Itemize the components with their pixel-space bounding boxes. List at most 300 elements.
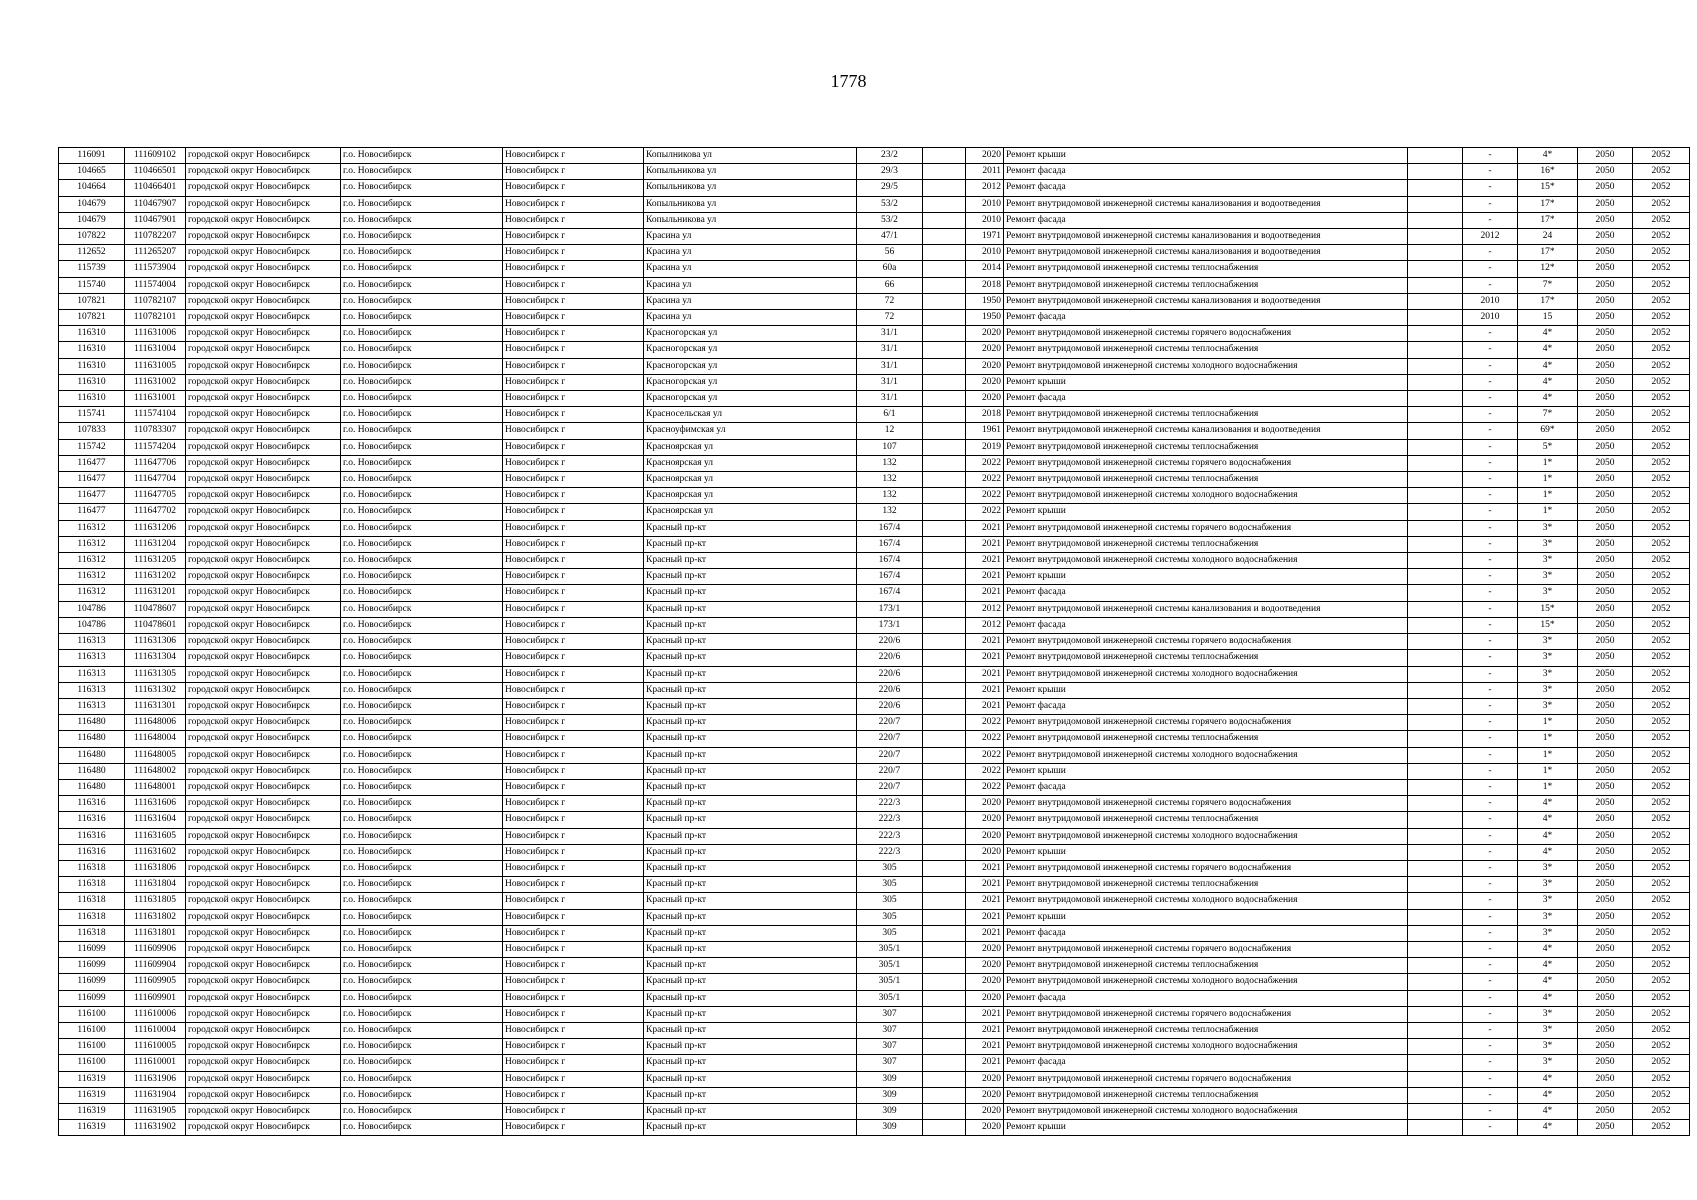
cell-empty-col xyxy=(923,617,966,633)
cell-house-id: 107833 xyxy=(59,423,125,439)
cell-plan-end: 2052 xyxy=(1633,877,1690,893)
cell-municipal-district: городской округ Новосибирск xyxy=(186,828,341,844)
cell-municipality: г.о. Новосибирск xyxy=(341,1055,503,1071)
cell-municipal-district: городской округ Новосибирск xyxy=(186,1071,341,1087)
cell-work-type: Ремонт крыши xyxy=(1004,569,1408,585)
cell-last-repair-year: - xyxy=(1463,666,1518,682)
cell-house-number: 307 xyxy=(857,1022,923,1038)
table-row xyxy=(59,844,1690,860)
cell-settlement: Новосибирск г xyxy=(503,634,644,650)
cell-work-id: 111631904 xyxy=(125,1087,186,1103)
cell-municipal-district: городской округ Новосибирск xyxy=(186,698,341,714)
cell-house-number: 220/6 xyxy=(857,634,923,650)
cell-municipal-district: городской округ Новосибирск xyxy=(186,212,341,228)
cell-street: Красноуфимская ул xyxy=(644,423,857,439)
cell-house-number: 220/7 xyxy=(857,763,923,779)
cell-work-type: Ремонт внутридомовой инженерной системы теплоснабжения xyxy=(1004,1022,1408,1038)
cell-street: Красный пр-кт xyxy=(644,941,857,957)
cell-work-type: Ремонт внутридомовой инженерной системы горячего водоснабжения xyxy=(1004,715,1408,731)
table-row xyxy=(59,229,1690,245)
cell-years-since: 3* xyxy=(1518,666,1578,682)
cell-work-id: 110782207 xyxy=(125,229,186,245)
cell-last-repair-year: - xyxy=(1463,958,1518,974)
cell-work-id: 110467901 xyxy=(125,212,186,228)
cell-empty-col2 xyxy=(1408,812,1463,828)
cell-street: Красина ул xyxy=(644,293,857,309)
cell-empty-col xyxy=(923,1120,966,1136)
cell-municipality: г.о. Новосибирск xyxy=(341,779,503,795)
table-row xyxy=(59,682,1690,698)
cell-empty-col xyxy=(923,715,966,731)
cell-house-number: 6/1 xyxy=(857,407,923,423)
cell-empty-col xyxy=(923,941,966,957)
cell-last-repair-year: - xyxy=(1463,569,1518,585)
cell-year-built: 2021 xyxy=(966,877,1004,893)
cell-street: Копылникова ул xyxy=(644,148,857,164)
table-row xyxy=(59,1120,1690,1136)
cell-empty-col2 xyxy=(1408,1006,1463,1022)
cell-work-id: 111631606 xyxy=(125,796,186,812)
cell-work-type: Ремонт внутридомовой инженерной системы горячего водоснабжения xyxy=(1004,941,1408,957)
cell-street: Красный пр-кт xyxy=(644,601,857,617)
cell-street: Красина ул xyxy=(644,229,857,245)
cell-work-type: Ремонт крыши xyxy=(1004,504,1408,520)
cell-municipality: г.о. Новосибирск xyxy=(341,974,503,990)
cell-year-built: 2020 xyxy=(966,958,1004,974)
cell-work-type: Ремонт крыши xyxy=(1004,909,1408,925)
cell-work-id: 111609905 xyxy=(125,974,186,990)
cell-last-repair-year: - xyxy=(1463,277,1518,293)
cell-house-number: 305/1 xyxy=(857,974,923,990)
cell-empty-col xyxy=(923,553,966,569)
cell-plan-end: 2052 xyxy=(1633,747,1690,763)
cell-plan-start: 2050 xyxy=(1578,520,1633,536)
cell-municipality: г.о. Новосибирск xyxy=(341,148,503,164)
cell-years-since: 4* xyxy=(1518,958,1578,974)
cell-house-number: 305 xyxy=(857,909,923,925)
cell-street: Красный пр-кт xyxy=(644,1039,857,1055)
cell-municipality: г.о. Новосибирск xyxy=(341,925,503,941)
cell-street: Красный пр-кт xyxy=(644,1087,857,1103)
cell-last-repair-year: - xyxy=(1463,763,1518,779)
cell-municipal-district: городской округ Новосибирск xyxy=(186,407,341,423)
cell-years-since: 4* xyxy=(1518,358,1578,374)
cell-empty-col xyxy=(923,439,966,455)
cell-house-id: 116316 xyxy=(59,796,125,812)
cell-plan-end: 2052 xyxy=(1633,1071,1690,1087)
table-row xyxy=(59,941,1690,957)
cell-work-type: Ремонт внутридомовой инженерной системы канализования и водоотведения xyxy=(1004,196,1408,212)
cell-municipality: г.о. Новосибирск xyxy=(341,715,503,731)
cell-plan-start: 2050 xyxy=(1578,180,1633,196)
cell-years-since: 3* xyxy=(1518,1006,1578,1022)
cell-house-number: 53/2 xyxy=(857,196,923,212)
cell-years-since: 4* xyxy=(1518,391,1578,407)
table-row xyxy=(59,180,1690,196)
cell-plan-end: 2052 xyxy=(1633,358,1690,374)
cell-empty-col xyxy=(923,909,966,925)
cell-work-type: Ремонт крыши xyxy=(1004,682,1408,698)
cell-settlement: Новосибирск г xyxy=(503,666,644,682)
cell-last-repair-year: - xyxy=(1463,358,1518,374)
cell-plan-end: 2052 xyxy=(1633,439,1690,455)
cell-year-built: 2021 xyxy=(966,634,1004,650)
cell-street: Красный пр-кт xyxy=(644,650,857,666)
cell-plan-end: 2052 xyxy=(1633,974,1690,990)
cell-house-id: 104665 xyxy=(59,164,125,180)
cell-work-type: Ремонт внутридомовой инженерной системы горячего водоснабжения xyxy=(1004,634,1408,650)
cell-empty-col2 xyxy=(1408,520,1463,536)
cell-municipal-district: городской округ Новосибирск xyxy=(186,877,341,893)
cell-house-id: 116477 xyxy=(59,455,125,471)
cell-house-id: 104664 xyxy=(59,180,125,196)
cell-plan-end: 2052 xyxy=(1633,1120,1690,1136)
cell-settlement: Новосибирск г xyxy=(503,148,644,164)
cell-plan-start: 2050 xyxy=(1578,326,1633,342)
cell-empty-col2 xyxy=(1408,407,1463,423)
cell-empty-col2 xyxy=(1408,488,1463,504)
cell-work-id: 111631604 xyxy=(125,812,186,828)
cell-house-id: 116477 xyxy=(59,504,125,520)
cell-plan-end: 2052 xyxy=(1633,391,1690,407)
cell-municipal-district: городской округ Новосибирск xyxy=(186,326,341,342)
cell-house-id: 116312 xyxy=(59,553,125,569)
cell-municipality: г.о. Новосибирск xyxy=(341,666,503,682)
cell-years-since: 15* xyxy=(1518,617,1578,633)
table-row xyxy=(59,164,1690,180)
cell-year-built: 2020 xyxy=(966,358,1004,374)
cell-settlement: Новосибирск г xyxy=(503,1039,644,1055)
cell-year-built: 2020 xyxy=(966,374,1004,390)
cell-plan-start: 2050 xyxy=(1578,731,1633,747)
cell-year-built: 2021 xyxy=(966,925,1004,941)
table-row xyxy=(59,310,1690,326)
cell-municipality: г.о. Новосибирск xyxy=(341,326,503,342)
cell-house-number: 66 xyxy=(857,277,923,293)
cell-work-id: 111631804 xyxy=(125,877,186,893)
cell-street: Красный пр-кт xyxy=(644,990,857,1006)
cell-work-type: Ремонт внутридомовой инженерной системы горячего водоснабжения xyxy=(1004,796,1408,812)
cell-year-built: 2022 xyxy=(966,455,1004,471)
cell-years-since: 4* xyxy=(1518,342,1578,358)
cell-work-type: Ремонт крыши xyxy=(1004,148,1408,164)
table-row xyxy=(59,472,1690,488)
cell-municipality: г.о. Новосибирск xyxy=(341,747,503,763)
cell-empty-col2 xyxy=(1408,925,1463,941)
cell-house-id: 116319 xyxy=(59,1087,125,1103)
cell-house-id: 116100 xyxy=(59,1039,125,1055)
cell-house-number: 132 xyxy=(857,455,923,471)
cell-plan-end: 2052 xyxy=(1633,812,1690,828)
cell-plan-start: 2050 xyxy=(1578,439,1633,455)
cell-plan-start: 2050 xyxy=(1578,407,1633,423)
cell-work-id: 111631001 xyxy=(125,391,186,407)
cell-house-id: 116100 xyxy=(59,1022,125,1038)
cell-settlement: Новосибирск г xyxy=(503,779,644,795)
cell-street: Красный пр-кт xyxy=(644,1055,857,1071)
cell-years-since: 3* xyxy=(1518,650,1578,666)
cell-empty-col2 xyxy=(1408,1055,1463,1071)
cell-plan-end: 2052 xyxy=(1633,715,1690,731)
cell-year-built: 1961 xyxy=(966,423,1004,439)
cell-work-id: 111631004 xyxy=(125,342,186,358)
cell-house-number: 167/4 xyxy=(857,553,923,569)
cell-house-id: 116480 xyxy=(59,747,125,763)
cell-plan-end: 2052 xyxy=(1633,488,1690,504)
cell-last-repair-year: - xyxy=(1463,536,1518,552)
cell-empty-col2 xyxy=(1408,212,1463,228)
table-row xyxy=(59,747,1690,763)
cell-year-built: 2022 xyxy=(966,488,1004,504)
cell-years-since: 16* xyxy=(1518,164,1578,180)
cell-work-type: Ремонт внутридомовой инженерной системы теплоснабжения xyxy=(1004,1087,1408,1103)
cell-municipality: г.о. Новосибирск xyxy=(341,358,503,374)
cell-year-built: 2020 xyxy=(966,990,1004,1006)
cell-year-built: 2021 xyxy=(966,650,1004,666)
cell-street: Красный пр-кт xyxy=(644,731,857,747)
cell-empty-col2 xyxy=(1408,342,1463,358)
cell-last-repair-year: - xyxy=(1463,990,1518,1006)
cell-street: Красина ул xyxy=(644,245,857,261)
table-row xyxy=(59,439,1690,455)
table-row xyxy=(59,666,1690,682)
cell-work-id: 111631805 xyxy=(125,893,186,909)
cell-house-number: 23/2 xyxy=(857,148,923,164)
cell-house-id: 116480 xyxy=(59,779,125,795)
cell-house-id: 107822 xyxy=(59,229,125,245)
cell-empty-col xyxy=(923,358,966,374)
cell-house-number: 309 xyxy=(857,1087,923,1103)
cell-settlement: Новосибирск г xyxy=(503,601,644,617)
cell-municipality: г.о. Новосибирск xyxy=(341,617,503,633)
cell-plan-end: 2052 xyxy=(1633,212,1690,228)
table-row xyxy=(59,585,1690,601)
cell-municipal-district: городской округ Новосибирск xyxy=(186,342,341,358)
cell-municipal-district: городской округ Новосибирск xyxy=(186,893,341,909)
cell-empty-col xyxy=(923,212,966,228)
cell-settlement: Новосибирск г xyxy=(503,504,644,520)
cell-municipal-district: городской округ Новосибирск xyxy=(186,909,341,925)
cell-year-built: 2020 xyxy=(966,812,1004,828)
cell-last-repair-year: - xyxy=(1463,779,1518,795)
cell-last-repair-year: - xyxy=(1463,1022,1518,1038)
cell-work-type: Ремонт внутридомовой инженерной системы холодного водоснабжения xyxy=(1004,488,1408,504)
cell-street: Красногорская ул xyxy=(644,391,857,407)
cell-empty-col2 xyxy=(1408,634,1463,650)
cell-plan-start: 2050 xyxy=(1578,293,1633,309)
cell-settlement: Новосибирск г xyxy=(503,925,644,941)
cell-work-id: 111609906 xyxy=(125,941,186,957)
cell-work-type: Ремонт внутридомовой инженерной системы теплоснабжения xyxy=(1004,342,1408,358)
cell-house-id: 116313 xyxy=(59,698,125,714)
cell-house-number: 31/1 xyxy=(857,391,923,407)
cell-empty-col2 xyxy=(1408,374,1463,390)
cell-municipality: г.о. Новосибирск xyxy=(341,1039,503,1055)
cell-work-type: Ремонт внутридомовой инженерной системы теплоснабжения xyxy=(1004,650,1408,666)
table-row xyxy=(59,877,1690,893)
cell-plan-start: 2050 xyxy=(1578,796,1633,812)
cell-settlement: Новосибирск г xyxy=(503,423,644,439)
cell-plan-start: 2050 xyxy=(1578,553,1633,569)
cell-work-id: 110782101 xyxy=(125,310,186,326)
cell-empty-col2 xyxy=(1408,974,1463,990)
cell-plan-end: 2052 xyxy=(1633,148,1690,164)
cell-plan-end: 2052 xyxy=(1633,941,1690,957)
cell-house-number: 132 xyxy=(857,504,923,520)
cell-municipality: г.о. Новосибирск xyxy=(341,893,503,909)
cell-municipality: г.о. Новосибирск xyxy=(341,504,503,520)
cell-empty-col2 xyxy=(1408,796,1463,812)
cell-municipal-district: городской округ Новосибирск xyxy=(186,682,341,698)
cell-plan-end: 2052 xyxy=(1633,796,1690,812)
cell-years-since: 3* xyxy=(1518,1055,1578,1071)
cell-plan-end: 2052 xyxy=(1633,277,1690,293)
cell-years-since: 69* xyxy=(1518,423,1578,439)
cell-empty-col xyxy=(923,763,966,779)
cell-municipality: г.о. Новосибирск xyxy=(341,455,503,471)
cell-years-since: 4* xyxy=(1518,796,1578,812)
table-row xyxy=(59,893,1690,909)
cell-house-id: 116313 xyxy=(59,682,125,698)
cell-last-repair-year: - xyxy=(1463,585,1518,601)
cell-work-id: 111631202 xyxy=(125,569,186,585)
cell-years-since: 15* xyxy=(1518,180,1578,196)
cell-municipal-district: городской округ Новосибирск xyxy=(186,860,341,876)
cell-last-repair-year: - xyxy=(1463,1055,1518,1071)
cell-house-number: 309 xyxy=(857,1120,923,1136)
cell-plan-start: 2050 xyxy=(1578,828,1633,844)
cell-plan-end: 2052 xyxy=(1633,958,1690,974)
cell-house-id: 116312 xyxy=(59,520,125,536)
cell-municipality: г.о. Новосибирск xyxy=(341,860,503,876)
cell-work-id: 111631005 xyxy=(125,358,186,374)
cell-year-built: 2018 xyxy=(966,277,1004,293)
cell-year-built: 2020 xyxy=(966,796,1004,812)
cell-years-since: 3* xyxy=(1518,893,1578,909)
cell-street: Красноярская ул xyxy=(644,488,857,504)
cell-work-id: 111648002 xyxy=(125,763,186,779)
table-row xyxy=(59,374,1690,390)
cell-empty-col xyxy=(923,585,966,601)
cell-house-id: 116312 xyxy=(59,569,125,585)
cell-street: Красногорская ул xyxy=(644,358,857,374)
cell-work-id: 111610001 xyxy=(125,1055,186,1071)
cell-municipal-district: городской округ Новосибирск xyxy=(186,796,341,812)
cell-last-repair-year: - xyxy=(1463,747,1518,763)
cell-work-id: 111574204 xyxy=(125,439,186,455)
cell-street: Красный пр-кт xyxy=(644,666,857,682)
cell-empty-col2 xyxy=(1408,1039,1463,1055)
cell-empty-col xyxy=(923,196,966,212)
cell-municipality: г.о. Новосибирск xyxy=(341,553,503,569)
cell-empty-col2 xyxy=(1408,731,1463,747)
cell-last-repair-year: - xyxy=(1463,407,1518,423)
cell-municipality: г.о. Новосибирск xyxy=(341,423,503,439)
cell-plan-start: 2050 xyxy=(1578,245,1633,261)
cell-plan-start: 2050 xyxy=(1578,812,1633,828)
cell-municipal-district: городской округ Новосибирск xyxy=(186,536,341,552)
cell-settlement: Новосибирск г xyxy=(503,585,644,601)
cell-work-type: Ремонт внутридомовой инженерной системы теплоснабжения xyxy=(1004,877,1408,893)
cell-house-id: 116313 xyxy=(59,650,125,666)
cell-empty-col xyxy=(923,391,966,407)
cell-empty-col xyxy=(923,536,966,552)
cell-years-since: 3* xyxy=(1518,925,1578,941)
cell-years-since: 1* xyxy=(1518,488,1578,504)
cell-empty-col xyxy=(923,747,966,763)
cell-plan-end: 2052 xyxy=(1633,261,1690,277)
cell-years-since: 4* xyxy=(1518,1103,1578,1119)
cell-years-since: 17* xyxy=(1518,293,1578,309)
cell-street: Красный пр-кт xyxy=(644,763,857,779)
cell-last-repair-year: - xyxy=(1463,164,1518,180)
cell-year-built: 2021 xyxy=(966,569,1004,585)
cell-years-since: 3* xyxy=(1518,682,1578,698)
cell-year-built: 2020 xyxy=(966,1071,1004,1087)
cell-street: Красина ул xyxy=(644,310,857,326)
cell-municipality: г.о. Новосибирск xyxy=(341,488,503,504)
cell-municipality: г.о. Новосибирск xyxy=(341,650,503,666)
cell-years-since: 7* xyxy=(1518,277,1578,293)
cell-house-id: 116091 xyxy=(59,148,125,164)
cell-municipal-district: городской округ Новосибирск xyxy=(186,374,341,390)
cell-last-repair-year: 2010 xyxy=(1463,310,1518,326)
cell-plan-end: 2052 xyxy=(1633,682,1690,698)
cell-last-repair-year: - xyxy=(1463,860,1518,876)
cell-work-type: Ремонт фасада xyxy=(1004,779,1408,795)
cell-house-id: 116318 xyxy=(59,893,125,909)
cell-plan-start: 2050 xyxy=(1578,941,1633,957)
cell-empty-col2 xyxy=(1408,180,1463,196)
cell-street: Красный пр-кт xyxy=(644,1103,857,1119)
cell-empty-col xyxy=(923,812,966,828)
cell-years-since: 17* xyxy=(1518,212,1578,228)
cell-last-repair-year: - xyxy=(1463,488,1518,504)
cell-year-built: 2021 xyxy=(966,1055,1004,1071)
table-row xyxy=(59,536,1690,552)
cell-years-since: 3* xyxy=(1518,1039,1578,1055)
cell-empty-col2 xyxy=(1408,958,1463,974)
cell-empty-col xyxy=(923,293,966,309)
cell-last-repair-year: - xyxy=(1463,682,1518,698)
cell-years-since: 5* xyxy=(1518,439,1578,455)
cell-work-type: Ремонт фасада xyxy=(1004,1055,1408,1071)
cell-plan-start: 2050 xyxy=(1578,488,1633,504)
cell-municipality: г.о. Новосибирск xyxy=(341,569,503,585)
table-row xyxy=(59,455,1690,471)
cell-settlement: Новосибирск г xyxy=(503,682,644,698)
cell-municipal-district: городской округ Новосибирск xyxy=(186,358,341,374)
cell-municipal-district: городской округ Новосибирск xyxy=(186,439,341,455)
cell-years-since: 3* xyxy=(1518,536,1578,552)
cell-plan-end: 2052 xyxy=(1633,423,1690,439)
cell-house-number: 220/6 xyxy=(857,650,923,666)
cell-street: Красногорская ул xyxy=(644,342,857,358)
cell-plan-end: 2052 xyxy=(1633,1055,1690,1071)
cell-house-number: 167/4 xyxy=(857,569,923,585)
cell-year-built: 2022 xyxy=(966,472,1004,488)
cell-municipality: г.о. Новосибирск xyxy=(341,261,503,277)
cell-plan-start: 2050 xyxy=(1578,472,1633,488)
cell-work-id: 111609901 xyxy=(125,990,186,1006)
cell-year-built: 2020 xyxy=(966,1120,1004,1136)
cell-municipal-district: городской округ Новосибирск xyxy=(186,293,341,309)
cell-plan-end: 2052 xyxy=(1633,1087,1690,1103)
cell-municipality: г.о. Новосибирск xyxy=(341,1087,503,1103)
cell-house-number: 31/1 xyxy=(857,358,923,374)
cell-last-repair-year: - xyxy=(1463,828,1518,844)
cell-plan-end: 2052 xyxy=(1633,1022,1690,1038)
